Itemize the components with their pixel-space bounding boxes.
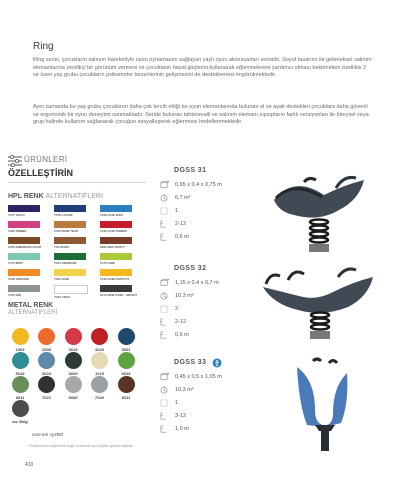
- dims-icon: [160, 181, 169, 190]
- metal-swatch-grid: [8, 328, 148, 448]
- metal-swatch: [88, 376, 112, 400]
- spec-value: 0,6 m: [175, 332, 189, 338]
- spec-value: 3-12: [175, 413, 187, 419]
- metal-swatch-color: [118, 352, 135, 369]
- hpl-swatch-color: [54, 205, 86, 212]
- hpl-swatch-label: T104 VERDONE: [54, 261, 77, 265]
- metal-swatch-code: 3020: [95, 347, 104, 352]
- hpl-swatch-color: [54, 269, 86, 276]
- hpl-swatch-color: [8, 285, 40, 292]
- hpl-swatch-label: T176 LACIVE: [54, 213, 73, 217]
- hpl-swatch: [8, 285, 40, 297]
- metal-swatch-code: 7021: [42, 395, 51, 400]
- hpl-swatch-label: T162 ARCH: [54, 295, 71, 299]
- customize-line2: ÖZELLEŞTİRİN: [8, 168, 73, 178]
- metal-swatch-code: 5024: [42, 371, 51, 376]
- footnote: *Özelleştirme taleplerine bağlı ürünlerde bazı fiyatlar geçerli değildir.: [28, 444, 134, 448]
- hpl-swatch: [8, 205, 40, 217]
- metal-swatch: [8, 376, 32, 400]
- hpl-swatch: [100, 253, 132, 265]
- metal-swatch: [35, 376, 59, 400]
- metal-swatch: [61, 352, 85, 376]
- users-icon: [160, 207, 169, 216]
- metal-swatch: [8, 352, 32, 376]
- hpl-swatch: [100, 269, 132, 281]
- hpl-swatch-label: T123 GRİ: [8, 293, 22, 297]
- metal-swatch-color: [12, 328, 29, 345]
- hpl-swatch-color: [100, 253, 132, 260]
- hpl-swatch-color: [8, 253, 40, 260]
- hpl-swatch-label: T34 ROMA: [54, 245, 70, 249]
- dgss33-illustration: [285, 355, 365, 455]
- hpl-swatch-color: [54, 237, 86, 244]
- metal-swatch: [61, 328, 85, 352]
- customize-heading: [8, 154, 146, 183]
- detail-paragraph: Aynı zamanda bu yaş grubu çocukların daha çok tercih ettiği bu oyun elemanlarında bulunan el ve ayak destekleri çocuklara daha güvenli ve ergonomik bir oyun deneyimi sunmaktadır. Seride bulunan tahterevalli ve salınım elemanı zıpzıpların farklı versiyonları ile bireysel veya grup halinde kullanım sağlanarak çocuğun sosyalleşerek eğlenmesi hedeflenmektedir.: [33, 104, 369, 125]
- spec-value: 1,0 m: [175, 426, 189, 432]
- hpl-swatch-color: [8, 221, 40, 228]
- metal-swatch-code: 8011: [121, 395, 131, 400]
- metal-swatch-color: [65, 328, 82, 345]
- metal-swatch-code: sw 306g: [12, 419, 28, 424]
- accessibility-icon: [212, 358, 222, 368]
- sliders-icon: [8, 155, 22, 167]
- hpl-swatch-label: 2860 RED RUSTY: [100, 245, 125, 249]
- hpl-swatch-label: T130 AÇIK KIRMIZI: [100, 229, 127, 233]
- metal-heading-sub: ALTERNATİFLERİ: [8, 310, 58, 316]
- metal-swatch-code: 6011: [15, 395, 25, 400]
- age-icon: [160, 318, 169, 327]
- spec-value: 1: [175, 208, 179, 214]
- hpl-swatch: [100, 285, 138, 297]
- hpl-swatch: [54, 253, 86, 265]
- metal-swatch: [114, 376, 138, 400]
- spec-value: 2-12: [175, 221, 187, 227]
- customize-line1: ÜRÜNLERİ: [24, 155, 68, 164]
- metal-swatch-color: [38, 328, 55, 345]
- metal-swatch-code: 5001: [121, 347, 131, 352]
- age-icon: [160, 220, 169, 229]
- height-icon: [160, 233, 169, 242]
- metal-swatch-color: [91, 328, 108, 345]
- hpl-swatch: [8, 221, 40, 233]
- spec-value: 2: [175, 306, 179, 312]
- hpl-swatch-label: T102 SARI: [54, 277, 69, 281]
- area-icon: [160, 292, 169, 301]
- page-number: 410: [25, 462, 34, 468]
- hpl-swatch: [54, 205, 86, 217]
- metal-swatch: [114, 328, 138, 352]
- intro-paragraph: Ring serisi, çocukların salınım hareketiyle oyun oynamasını sağlayan yaylı oyun aksesuarları serisidir. Soyut tasarımı ile geleneksel salınım elemanlarına yenilikçi bir görünüm vermesi ve çocukların hayal güçlerini kullanarak eğlenmelerine yardımcı olması beklenirken özellikle 2 ve üzeri yaş grubu çocukların psikomotor becerilerinin gelişmesini de desteklemesi öngörülmektedir.: [33, 57, 372, 78]
- hpl-swatch-label: T175 LIME: [100, 261, 115, 265]
- metal-swatch: [8, 328, 32, 352]
- hpl-swatch: [8, 237, 40, 249]
- metal-swatch-color: [12, 400, 29, 417]
- metal-swatch-code: 2008: [42, 347, 51, 352]
- metal-swatch-code: 6009: [68, 371, 78, 376]
- metal-swatch-color: [12, 376, 29, 393]
- hpl-swatch-color: [8, 205, 40, 212]
- hpl-swatch-color: [54, 285, 88, 294]
- hpl-swatch-label: T180 PEMBE: [8, 229, 27, 233]
- page-title: Ring: [33, 41, 54, 52]
- hpl-swatch-label: T108 AÇIK MAVI: [100, 213, 124, 217]
- metal-swatch-code: 5018: [15, 371, 25, 376]
- metal-swatch: [88, 328, 112, 352]
- hpl-swatch-color: [8, 269, 40, 276]
- hpl-swatch-label: T136 ORANGE: [8, 277, 29, 281]
- dims-icon: [160, 279, 169, 288]
- hpl-swatch: [54, 269, 86, 281]
- hpl-swatch: [100, 237, 132, 249]
- hpl-swatch-color: [54, 253, 86, 260]
- spec-value: 1,15 x 0,4 x 0,7 m: [175, 280, 219, 286]
- metal-swatch-color: [38, 376, 55, 393]
- hpl-swatch-color: [8, 237, 40, 244]
- spec-value: 0,65 x 0,4 x 0,75 m: [175, 182, 222, 188]
- metal-heading: METAL RENK: [8, 302, 54, 309]
- area-icon: [160, 386, 169, 395]
- metal-swatch-color: [118, 328, 135, 345]
- metal-swatch-color: [65, 376, 82, 393]
- hpl-swatch: [8, 269, 40, 281]
- hpl-swatch: [54, 221, 86, 233]
- metal-swatch-code: 7040: [95, 395, 104, 400]
- users-icon: [160, 399, 169, 408]
- hpl-swatch-label: 2014 NEW STAR - GRAFİT: [100, 293, 138, 297]
- metal-swatch-code: 3018: [68, 347, 78, 352]
- hpl-swatch: [54, 285, 86, 299]
- hpl-swatch-color: [100, 237, 132, 244]
- hpl-swatch-label: T136 SARI PAPATYA: [100, 277, 130, 281]
- spec-value: 0,6 m: [175, 234, 189, 240]
- metal-swatch: [61, 376, 85, 400]
- metal-last-label: core ten sy355f: [32, 432, 63, 437]
- metal-swatch-color: [12, 352, 29, 369]
- hpl-swatch: [8, 253, 40, 265]
- dims-icon: [160, 373, 169, 382]
- age-icon: [160, 412, 169, 421]
- hpl-swatch-color: [100, 285, 132, 292]
- spec-value: 2-12: [175, 319, 187, 325]
- metal-swatch-color: [65, 352, 82, 369]
- metal-swatch: [88, 352, 112, 376]
- hpl-swatch-color: [100, 221, 132, 228]
- hpl-swatch-label: T173 MINT: [8, 261, 24, 265]
- spec-value: 10,3 m²: [175, 293, 194, 299]
- hpl-swatch-label: 2742 DIAM TEAK: [54, 229, 79, 233]
- hpl-heading: HPL RENK ALTERNATİFLERİ: [8, 193, 103, 200]
- product-code: DGSS 33: [174, 359, 207, 366]
- metal-swatch-color: [118, 376, 135, 393]
- product-code: DGSS 32: [174, 265, 207, 272]
- metal-swatch: [8, 400, 32, 424]
- metal-swatch-color: [91, 376, 108, 393]
- metal-swatch-code: 1003: [15, 347, 25, 352]
- hpl-swatch-color: [100, 205, 132, 212]
- dgss31-illustration: [264, 170, 374, 255]
- metal-swatch-code: 9006: [68, 395, 78, 400]
- hpl-swatch-color: [54, 221, 86, 228]
- metal-swatch-color: [38, 352, 55, 369]
- hpl-swatch: [54, 237, 86, 249]
- spec-value: 1: [175, 400, 179, 406]
- users-icon: [160, 305, 169, 314]
- metal-swatch-code: 6018: [121, 371, 131, 376]
- spec-value: 0,45 x 0,5 x 1,05 m: [175, 374, 222, 380]
- metal-swatch: [35, 352, 59, 376]
- product-code: DGSS 31: [174, 167, 207, 174]
- metal-swatch: [35, 328, 59, 352]
- metal-swatch: [114, 352, 138, 376]
- area-icon: [160, 194, 169, 203]
- hpl-swatch-label: 2726 AMERIKAN CEVIZ: [8, 245, 42, 249]
- metal-swatch-color: [91, 352, 108, 369]
- hpl-swatch-label: T177 VIOLA: [8, 213, 25, 217]
- hpl-swatch: [100, 221, 132, 233]
- hpl-swatch: [100, 205, 132, 217]
- spec-value: 6,7 m²: [175, 195, 191, 201]
- dgss32-illustration: [258, 262, 378, 342]
- height-icon: [160, 331, 169, 340]
- hpl-swatch-color: [100, 269, 132, 276]
- metal-swatch-code: 1015: [95, 371, 104, 376]
- height-icon: [160, 425, 169, 434]
- spec-value: 10,3 m²: [175, 387, 194, 393]
